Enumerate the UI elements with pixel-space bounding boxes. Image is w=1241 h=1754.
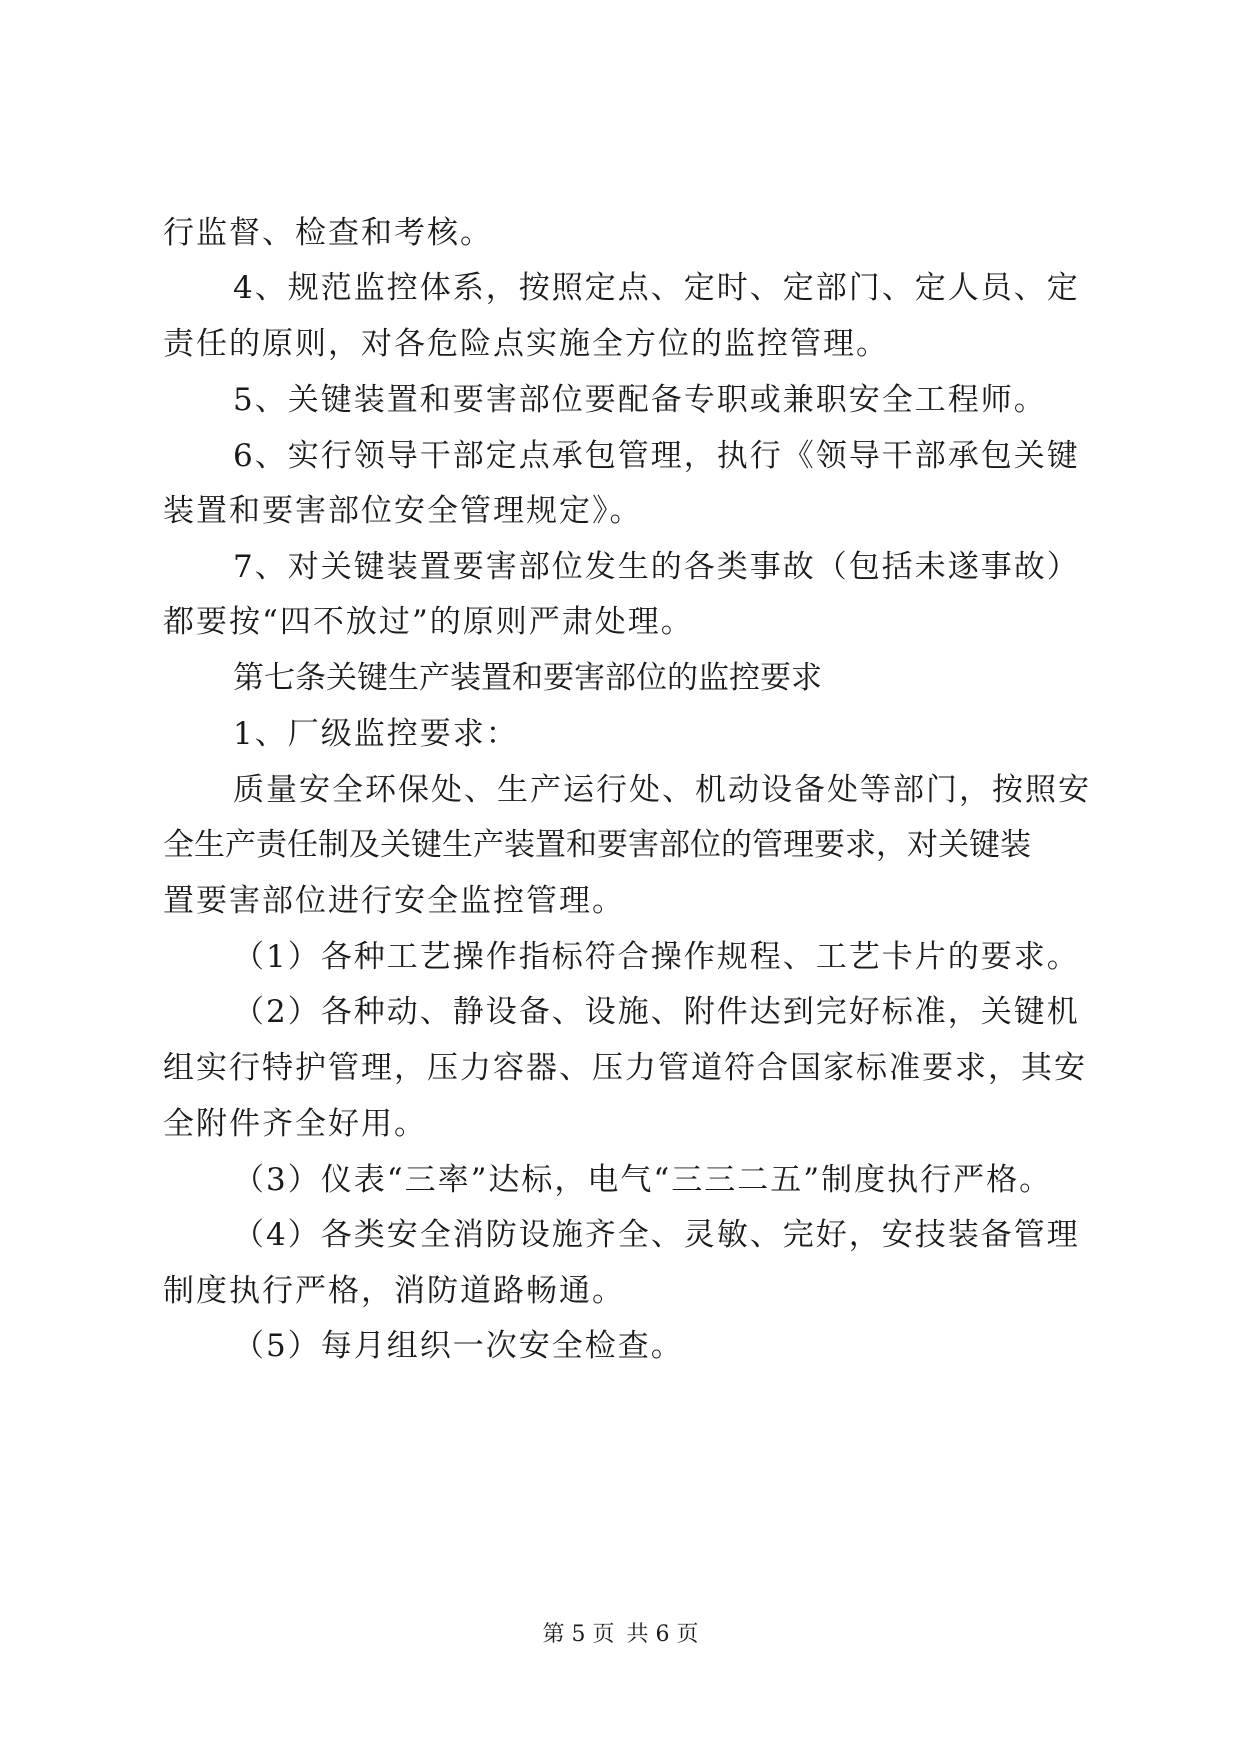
- text-line: 1、厂级监控要求：: [233, 716, 519, 752]
- text-line: （4）各类安全消防设施齐全、灵敏、完好，安技装备管理: [233, 1217, 1080, 1253]
- text-line: 全附件齐全好用。: [163, 1106, 427, 1142]
- text-line: （3）仪表“三率”达标，电气“三三二五”制度执行严格。: [233, 1162, 1053, 1198]
- text-line: 都要按“四不放过”的原则严肃处理。: [163, 604, 694, 640]
- section-heading: 第七条关键生产装置和要害部位的监控要求: [233, 660, 822, 696]
- text-line: 6、实行领导干部定点承包管理，执行《领导干部承包关键: [233, 438, 1080, 474]
- text-line: （1）各种工艺操作指标符合操作规程、工艺卡片的要求。: [233, 939, 1080, 975]
- text-line: 4、规范监控体系，按照定点、定时、定部门、定人员、定: [233, 270, 1080, 306]
- text-line: 全生产责任制及关键生产装置和要害部位的管理要求，对关键装: [163, 827, 1031, 863]
- text-line: 组实行特护管理，压力容器、压力管道符合国家标准要求，其安: [163, 1050, 1087, 1086]
- page-total: 共 6 页: [626, 1622, 699, 1647]
- text-line: 置要害部位进行安全监控管理。: [163, 883, 625, 919]
- text-line: 7、对关键装置要害部位发生的各类事故（包括未遂事故）: [233, 549, 1080, 585]
- page-footer: [0, 1620, 1241, 1650]
- text-line: 行监督、检查和考核。: [163, 215, 493, 251]
- text-line: 责任的原则，对各危险点实施全方位的监控管理。: [163, 326, 889, 362]
- text-line: 质量安全环保处、生产运行处、机动设备处等部门，按照安: [233, 772, 1091, 808]
- text-line: （2）各种动、静设备、设施、附件达到完好标准，关键机: [233, 994, 1080, 1030]
- page-number: 第 5 页: [542, 1622, 615, 1647]
- text-line: （5）每月组织一次安全检查。: [233, 1328, 684, 1364]
- text-line: 制度执行严格，消防道路畅通。: [163, 1273, 625, 1309]
- text-line: 装置和要害部位安全管理规定》。: [163, 493, 643, 529]
- text-line: 5、关键装置和要害部位要配备专职或兼职安全工程师。: [233, 382, 1047, 418]
